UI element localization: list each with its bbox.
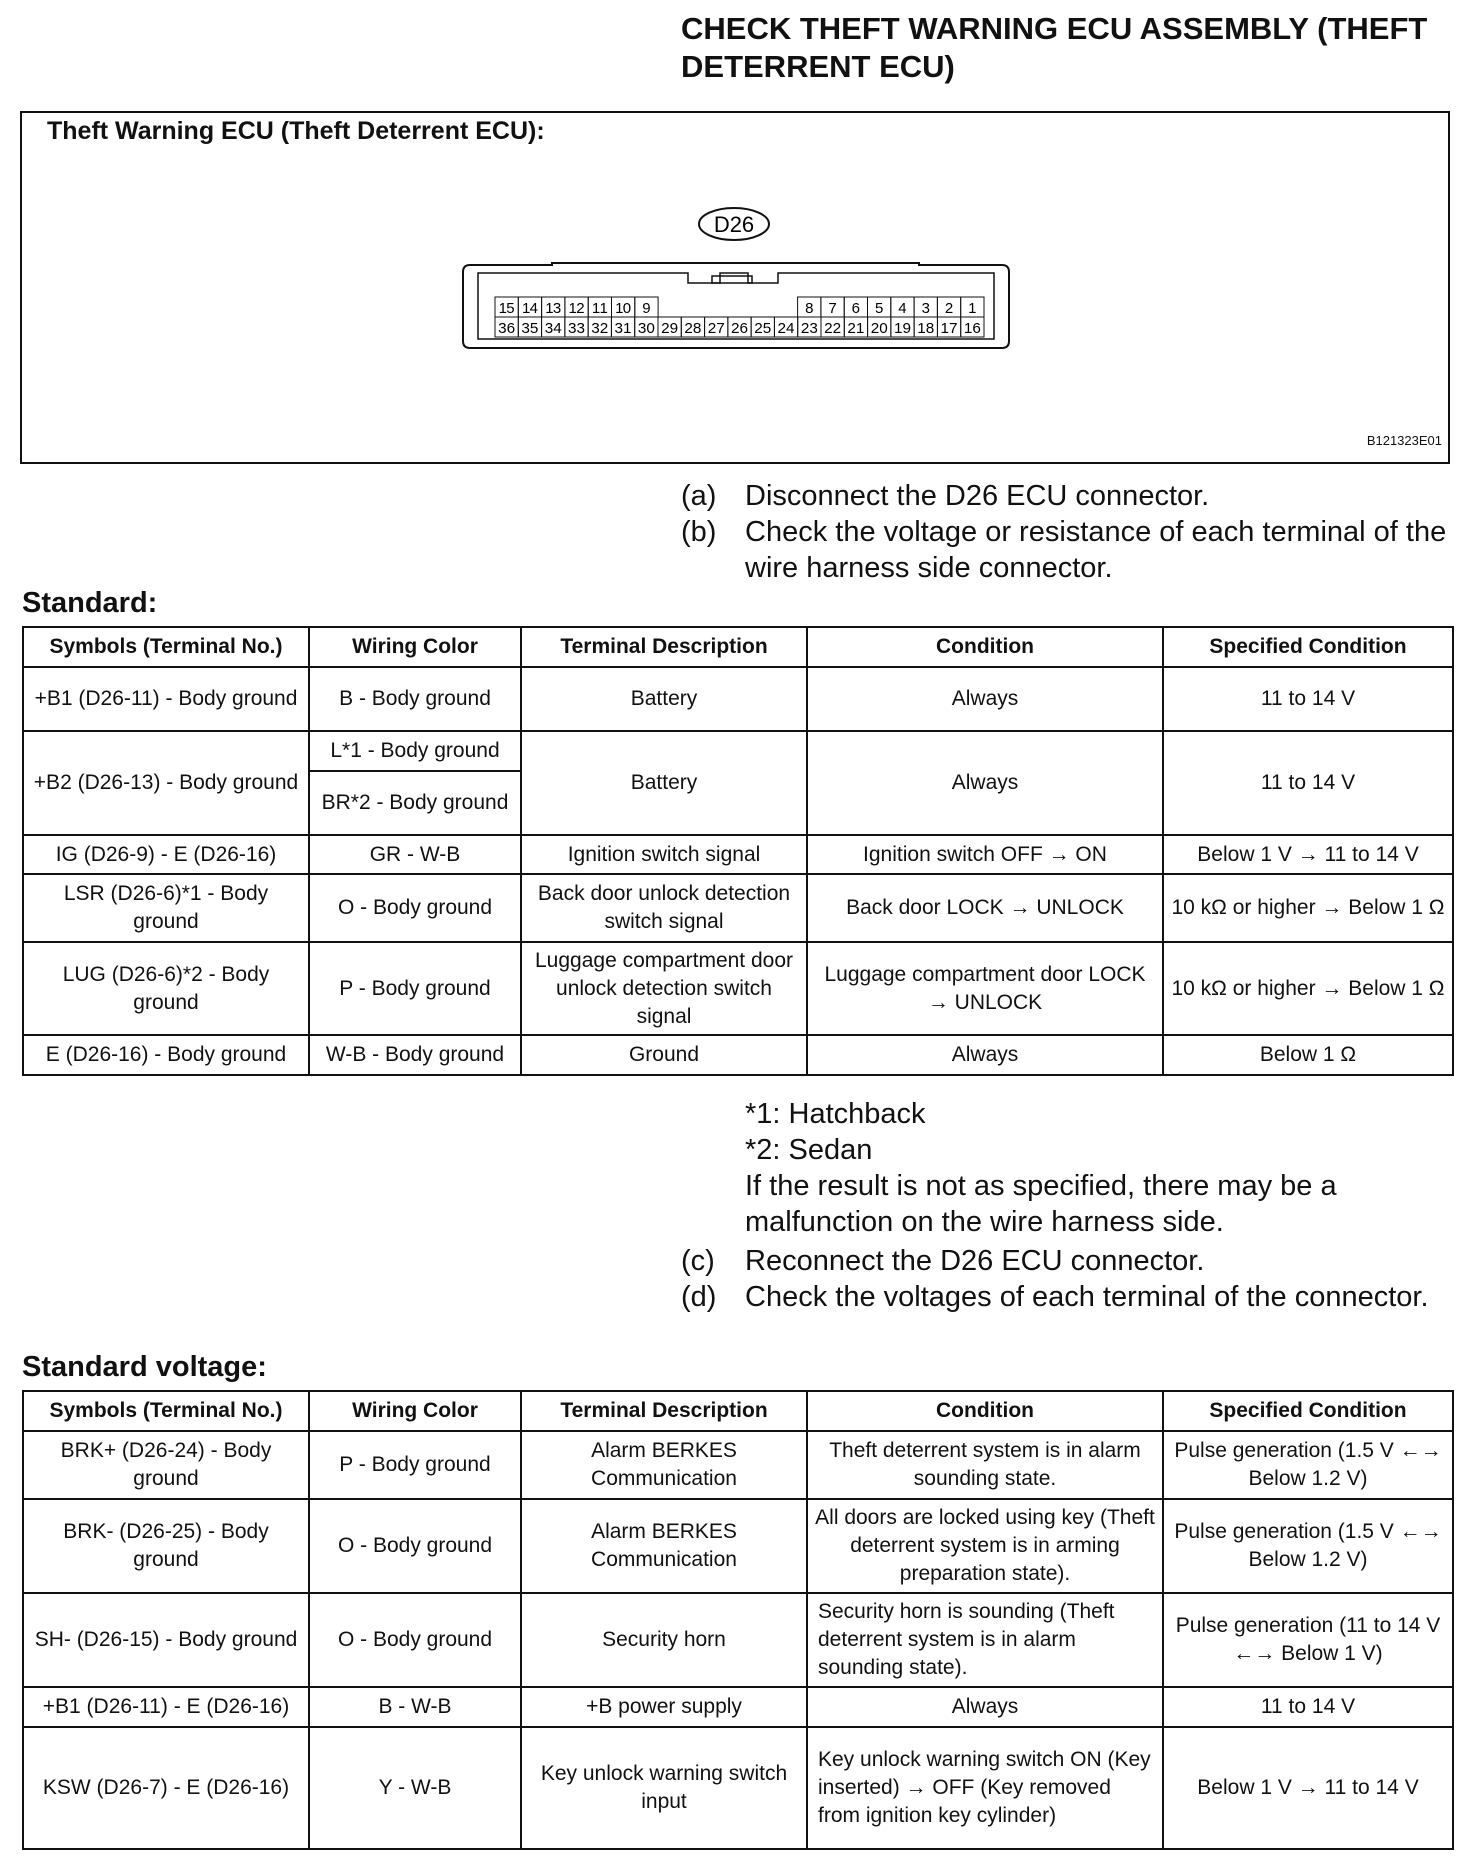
pin-number: 6 [851,300,861,317]
cell-symbol: LSR (D26-6)*1 - Body ground [23,874,309,942]
cell-symbol: SH- (D26-15) - Body ground [23,1593,309,1687]
cell-condition: Theft deterrent system is in alarm sounding state. [807,1431,1163,1499]
cell-wiring: B - W-B [309,1687,521,1727]
col-header: Condition [807,1391,1163,1431]
cell-symbol: BRK- (D26-25) - Body ground [23,1499,309,1593]
step-label: (a) [681,480,717,512]
page-title: CHECK THEFT WARNING ECU ASSEMBLY (THEFT DETERRENT ECU) [681,11,1428,84]
pin-number: 17 [940,320,958,337]
pin-number: 35 [521,320,539,337]
step-a [681,478,1451,514]
pin-number: 5 [874,300,884,317]
step-text: Check the voltages of each terminal of the connector. [745,1281,1429,1313]
pin-number: 13 [545,300,562,317]
step-text: Disconnect the D26 ECU connector. [745,480,1210,512]
connector-figure [20,111,1450,464]
pin-number: 27 [707,320,725,337]
table-row [23,1687,1453,1727]
col-header: Symbols (Terminal No.) [23,1391,309,1431]
cell-condition: Back door LOCK → UNLOCK [807,874,1163,942]
pin-number: 16 [963,320,981,337]
col-header: Condition [807,627,1163,667]
cell-wiring: Y - W-B [309,1727,521,1849]
table-row [23,835,1453,874]
col-header: Specified Condition [1163,627,1453,667]
pin-number: 10 [615,300,632,317]
cell-spec: 11 to 14 V [1163,667,1453,731]
footnote-1: *1: Hatchback [745,1098,926,1130]
pin-number: 8 [805,300,814,317]
cell-desc: Alarm BERKES Communication [521,1431,807,1499]
cell-wiring: P - Body ground [309,1431,521,1499]
pin-number: 28 [684,320,702,337]
cell-symbol: KSW (D26-7) - E (D26-16) [23,1727,309,1849]
cell-desc: +B power supply [521,1687,807,1727]
pin-number: 32 [591,320,609,337]
pin-number: 20 [870,320,888,337]
col-header: Terminal Description [521,627,807,667]
step-c [681,1243,1451,1279]
cell-spec: Below 1 V → 11 to 14 V [1163,835,1453,874]
table-header-row [23,1391,1453,1431]
cell-symbol: BRK+ (D26-24) - Body ground [23,1431,309,1499]
cell-spec: 11 to 14 V [1163,1687,1453,1727]
cell-wiring: O - Body ground [309,1593,521,1687]
figure-code: B121323E01 [1366,433,1442,448]
cell-wiring: O - Body ground [309,874,521,942]
cell-desc: Back door unlock detection switch signal [521,874,807,942]
table-row [23,731,1453,771]
cell-desc: Key unlock warning switch input [521,1727,807,1849]
cell-wiring: L*1 - Body ground [309,731,521,771]
voltage-table [22,1390,1454,1850]
cell-condition: Always [807,667,1163,731]
step-text: Reconnect the D26 ECU connector. [745,1245,1205,1277]
figure-caption: Theft Warning ECU (Theft Deterrent ECU): [47,117,545,145]
pin-number: 4 [898,300,907,317]
result-note: If the result is not as specified, there may be a malfunction on the wire harness side. [745,1170,1337,1238]
cell-spec: 10 kΩ or higher → Below 1 Ω [1163,874,1453,942]
pin-number: 12 [568,300,585,317]
cell-wiring: BR*2 - Body ground [309,771,521,835]
footnote-2: *2: Sedan [745,1134,873,1166]
cell-wiring: P - Body ground [309,942,521,1035]
table-row [23,1431,1453,1499]
step-label: (b) [681,516,717,548]
cell-spec: Pulse generation (11 to 14 V ←→ Below 1 V) [1163,1593,1453,1687]
table-row [23,667,1453,731]
cell-symbol: IG (D26-9) - E (D26-16) [23,835,309,874]
connector-label: D26 [713,212,755,237]
step-b [681,514,1451,586]
cell-symbol: LUG (D26-6)*2 - Body ground [23,942,309,1035]
cell-symbol: +B1 (D26-11) - Body ground [23,667,309,731]
pin-number: 31 [614,320,632,337]
cell-desc: Ignition switch signal [521,835,807,874]
cell-symbol: E (D26-16) - Body ground [23,1035,309,1075]
pin-number: 3 [921,300,930,317]
pin-number: 15 [498,300,515,317]
cell-wiring: B - Body ground [309,667,521,731]
cell-spec: 11 to 14 V [1163,731,1453,835]
standard-voltage-label: Standard voltage: [22,1351,267,1383]
col-header: Terminal Description [521,1391,807,1431]
cell-condition: Always [807,1687,1163,1727]
cell-desc: Battery [521,667,807,731]
cell-spec: Below 1 Ω [1163,1035,1453,1075]
pin-number: 23 [800,320,818,337]
pin-number: 33 [568,320,585,337]
table-row [23,942,1453,1035]
steps-c-d [681,1243,1451,1315]
cell-condition: Ignition switch OFF → ON [807,835,1163,874]
cell-condition: Key unlock warning switch ON (Key inserted) → OFF (Key removed from ignition key cylinder) [807,1727,1163,1849]
footnotes [745,1096,1445,1240]
cell-spec: Pulse generation (1.5 V ←→ Below 1.2 V) [1163,1431,1453,1499]
pin-number: 2 [944,300,954,317]
pin-number: 29 [661,320,679,337]
pin-number: 11 [591,300,608,317]
cell-spec: Below 1 V → 11 to 14 V [1163,1727,1453,1849]
cell-spec: 10 kΩ or higher → Below 1 Ω [1163,942,1453,1035]
cell-symbol: +B1 (D26-11) - E (D26-16) [23,1687,309,1727]
cell-condition: All doors are locked using key (Theft deterrent system is in arming preparation state). [807,1499,1163,1593]
steps-a-b [681,478,1451,586]
col-header: Wiring Color [309,627,521,667]
pin-number: 19 [894,320,911,337]
pin-number: 22 [824,320,842,337]
cell-desc: Ground [521,1035,807,1075]
pin-number: 34 [544,320,562,337]
pin-number: 25 [754,320,772,337]
pin-number: 30 [637,320,655,337]
table-row [23,1727,1453,1849]
standard-label: Standard: [22,587,158,619]
cell-spec: Pulse generation (1.5 V ←→ Below 1.2 V) [1163,1499,1453,1593]
table-row [23,1499,1453,1593]
cell-symbol: +B2 (D26-13) - Body ground [23,731,309,835]
pin-number: 36 [498,320,516,337]
cell-desc: Luggage compartment door unlock detection switch signal [521,942,807,1035]
standard-table [22,626,1454,1076]
step-d [681,1279,1451,1315]
cell-desc: Alarm BERKES Communication [521,1499,807,1593]
step-text: Check the voltage or resistance of each terminal of the wire harness side connector. [745,516,1447,584]
col-header: Symbols (Terminal No.) [23,627,309,667]
col-header: Wiring Color [309,1391,521,1431]
pin-row-top [495,297,984,317]
cell-wiring: O - Body ground [309,1499,521,1593]
pin-row-bottom [495,317,984,337]
cell-wiring: GR - W-B [309,835,521,874]
pin-number: 26 [731,320,748,337]
cell-condition: Luggage compartment door LOCK → UNLOCK [807,942,1163,1035]
pin-number: 7 [828,300,837,317]
pin-number: 21 [847,320,865,337]
table-header-row [23,627,1453,667]
connector-diagram [22,113,1448,462]
table-row [23,874,1453,942]
step-label: (d) [681,1281,717,1313]
pin-number: 9 [642,300,651,317]
cell-condition: Security horn is sounding (Theft deterrent system is in alarm sounding state). [807,1593,1163,1687]
cell-desc: Battery [521,731,807,835]
cell-condition: Always [807,1035,1163,1075]
pin-number: 18 [917,320,935,337]
col-header: Specified Condition [1163,1391,1453,1431]
table-row [23,1593,1453,1687]
step-label: (c) [681,1245,715,1277]
pin-number: 1 [968,300,977,317]
cell-desc: Security horn [521,1593,807,1687]
pin-number: 14 [521,300,538,317]
pin-number: 24 [777,320,795,337]
cell-condition: Always [807,731,1163,835]
table-row [23,1035,1453,1075]
cell-wiring: W-B - Body ground [309,1035,521,1075]
